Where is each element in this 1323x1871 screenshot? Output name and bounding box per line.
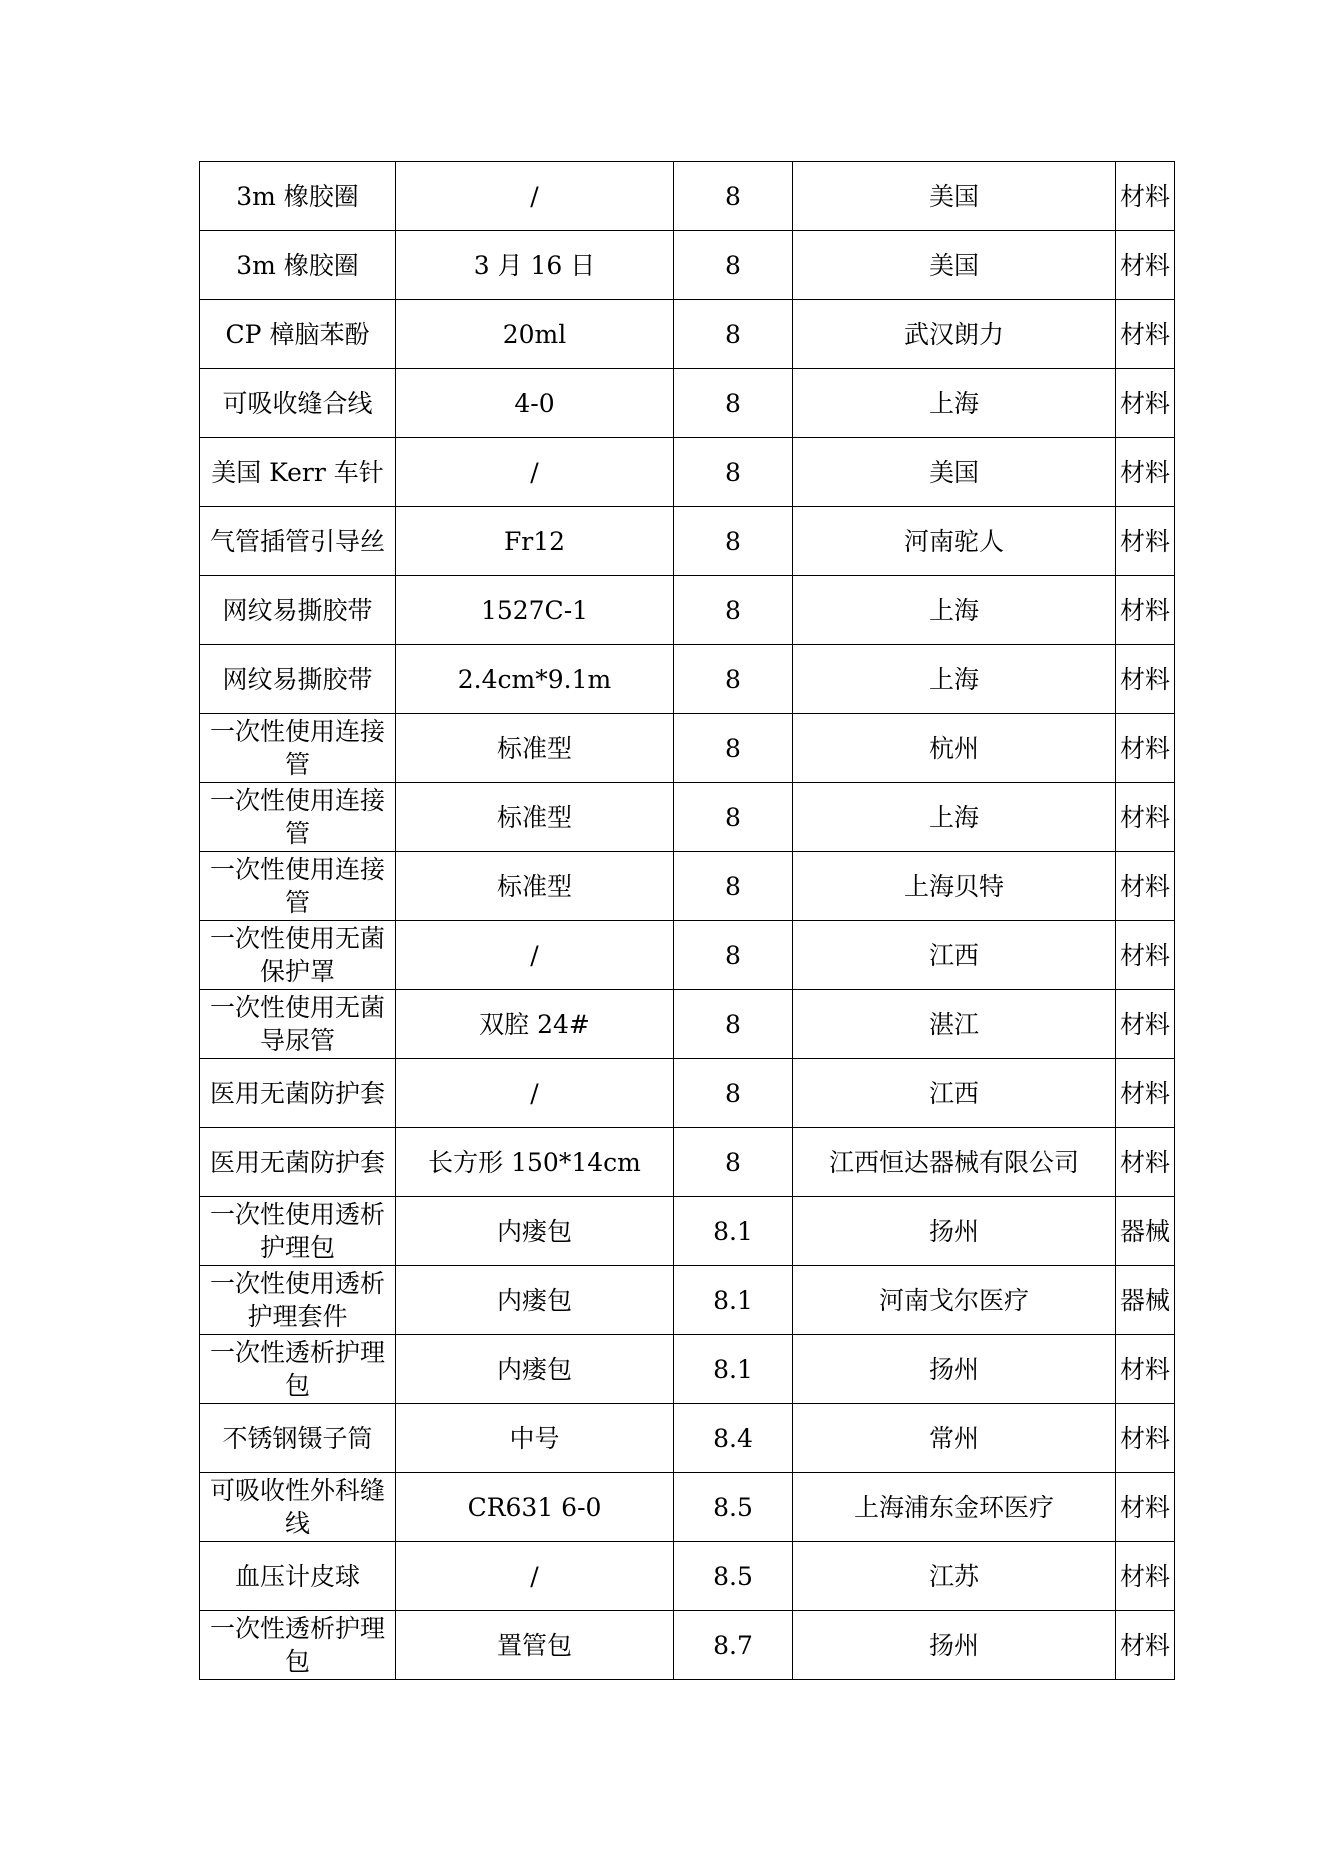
item-qty-cell: 8 — [674, 714, 793, 783]
table-row — [200, 852, 1175, 921]
item-category-cell: 材料 — [1116, 507, 1175, 576]
item-origin-cell: 杭州 — [793, 714, 1116, 783]
item-name-cell: 一次性透析护理包 — [200, 1335, 396, 1404]
item-category-cell: 材料 — [1116, 645, 1175, 714]
item-qty-cell: 8.1 — [674, 1266, 793, 1335]
item-category-cell: 器械 — [1116, 1197, 1175, 1266]
item-spec-cell: 标准型 — [396, 783, 674, 852]
item-origin-cell: 上海 — [793, 369, 1116, 438]
item-name-cell: 不锈钢镊子筒 — [200, 1404, 396, 1473]
item-category-cell: 材料 — [1116, 714, 1175, 783]
item-qty-cell: 8.1 — [674, 1335, 793, 1404]
table-row — [200, 1404, 1175, 1473]
table-row — [200, 1197, 1175, 1266]
item-spec-cell: Fr12 — [396, 507, 674, 576]
item-category-cell: 材料 — [1116, 300, 1175, 369]
item-qty-cell: 8 — [674, 231, 793, 300]
item-name-cell: CP 樟脑苯酚 — [200, 300, 396, 369]
item-name-cell: 医用无菌防护套 — [200, 1128, 396, 1197]
item-origin-cell: 扬州 — [793, 1611, 1116, 1680]
item-name-cell: 医用无菌防护套 — [200, 1059, 396, 1128]
item-origin-cell: 江西恒达器械有限公司 — [793, 1128, 1116, 1197]
item-qty-cell: 8 — [674, 369, 793, 438]
item-name-cell: 网纹易撕胶带 — [200, 645, 396, 714]
item-name-cell: 3m 橡胶圈 — [200, 162, 396, 231]
item-origin-cell: 上海浦东金环医疗 — [793, 1473, 1116, 1542]
table-row — [200, 300, 1175, 369]
item-qty-cell: 8 — [674, 1128, 793, 1197]
item-name-cell: 一次性使用无菌导尿管 — [200, 990, 396, 1059]
item-origin-cell: 美国 — [793, 231, 1116, 300]
item-spec-cell: 3 月 16 日 — [396, 231, 674, 300]
item-qty-cell: 8.7 — [674, 1611, 793, 1680]
item-spec-cell: 中号 — [396, 1404, 674, 1473]
inventory-table — [199, 161, 1175, 1680]
table-row — [200, 162, 1175, 231]
item-spec-cell: 1527C-1 — [396, 576, 674, 645]
table-row — [200, 1128, 1175, 1197]
item-origin-cell: 武汉朗力 — [793, 300, 1116, 369]
item-name-cell: 一次性使用透析护理包 — [200, 1197, 396, 1266]
item-origin-cell: 上海 — [793, 783, 1116, 852]
item-qty-cell: 8 — [674, 645, 793, 714]
item-spec-cell: 内瘘包 — [396, 1197, 674, 1266]
item-name-cell: 一次性使用连接管 — [200, 852, 396, 921]
item-spec-cell: 2.4cm*9.1m — [396, 645, 674, 714]
item-name-cell: 一次性透析护理包 — [200, 1611, 396, 1680]
item-category-cell: 材料 — [1116, 1542, 1175, 1611]
item-name-cell: 气管插管引导丝 — [200, 507, 396, 576]
table-row — [200, 990, 1175, 1059]
table-row — [200, 507, 1175, 576]
table-row — [200, 921, 1175, 990]
item-origin-cell: 扬州 — [793, 1335, 1116, 1404]
table-row — [200, 438, 1175, 507]
item-qty-cell: 8.1 — [674, 1197, 793, 1266]
item-origin-cell: 江苏 — [793, 1542, 1116, 1611]
item-category-cell: 材料 — [1116, 990, 1175, 1059]
table-row — [200, 576, 1175, 645]
table-row — [200, 1266, 1175, 1335]
item-category-cell: 材料 — [1116, 1335, 1175, 1404]
item-qty-cell: 8.4 — [674, 1404, 793, 1473]
item-category-cell: 材料 — [1116, 1059, 1175, 1128]
item-category-cell: 材料 — [1116, 921, 1175, 990]
item-spec-cell: 置管包 — [396, 1611, 674, 1680]
table-row — [200, 1611, 1175, 1680]
item-spec-cell: 长方形 150*14cm — [396, 1128, 674, 1197]
item-spec-cell: 4-0 — [396, 369, 674, 438]
item-category-cell: 材料 — [1116, 1128, 1175, 1197]
item-qty-cell: 8 — [674, 852, 793, 921]
item-origin-cell: 江西 — [793, 1059, 1116, 1128]
item-origin-cell: 上海 — [793, 576, 1116, 645]
table-row — [200, 1335, 1175, 1404]
item-name-cell: 血压计皮球 — [200, 1542, 396, 1611]
item-qty-cell: 8 — [674, 507, 793, 576]
item-spec-cell: 双腔 24# — [396, 990, 674, 1059]
table-row — [200, 714, 1175, 783]
item-category-cell: 器械 — [1116, 1266, 1175, 1335]
item-category-cell: 材料 — [1116, 783, 1175, 852]
item-qty-cell: 8 — [674, 1059, 793, 1128]
item-category-cell: 材料 — [1116, 369, 1175, 438]
item-name-cell: 美国 Kerr 车针 — [200, 438, 396, 507]
item-spec-cell: / — [396, 921, 674, 990]
item-category-cell: 材料 — [1116, 231, 1175, 300]
item-spec-cell: 标准型 — [396, 852, 674, 921]
item-origin-cell: 河南戈尔医疗 — [793, 1266, 1116, 1335]
table-row — [200, 783, 1175, 852]
item-name-cell: 网纹易撕胶带 — [200, 576, 396, 645]
table-row — [200, 645, 1175, 714]
item-spec-cell: / — [396, 1059, 674, 1128]
table-row — [200, 1059, 1175, 1128]
item-spec-cell: CR631 6-0 — [396, 1473, 674, 1542]
item-spec-cell: 20ml — [396, 300, 674, 369]
item-name-cell: 一次性使用透析护理套件 — [200, 1266, 396, 1335]
table-row — [200, 369, 1175, 438]
item-origin-cell: 常州 — [793, 1404, 1116, 1473]
item-spec-cell: 标准型 — [396, 714, 674, 783]
item-category-cell: 材料 — [1116, 1611, 1175, 1680]
item-spec-cell: / — [396, 162, 674, 231]
item-qty-cell: 8 — [674, 990, 793, 1059]
table-row — [200, 1473, 1175, 1542]
item-name-cell: 可吸收缝合线 — [200, 369, 396, 438]
item-category-cell: 材料 — [1116, 438, 1175, 507]
item-origin-cell: 美国 — [793, 438, 1116, 507]
item-name-cell: 一次性使用连接管 — [200, 714, 396, 783]
item-qty-cell: 8.5 — [674, 1473, 793, 1542]
item-spec-cell: / — [396, 1542, 674, 1611]
item-category-cell: 材料 — [1116, 1473, 1175, 1542]
item-name-cell: 3m 橡胶圈 — [200, 231, 396, 300]
item-spec-cell: 内瘘包 — [396, 1335, 674, 1404]
item-spec-cell: / — [396, 438, 674, 507]
table-row — [200, 231, 1175, 300]
item-spec-cell: 内瘘包 — [396, 1266, 674, 1335]
item-category-cell: 材料 — [1116, 162, 1175, 231]
item-name-cell: 可吸收性外科缝线 — [200, 1473, 396, 1542]
item-origin-cell: 上海 — [793, 645, 1116, 714]
table-row — [200, 1542, 1175, 1611]
item-name-cell: 一次性使用连接管 — [200, 783, 396, 852]
item-category-cell: 材料 — [1116, 1404, 1175, 1473]
item-qty-cell: 8 — [674, 921, 793, 990]
item-qty-cell: 8 — [674, 162, 793, 231]
item-origin-cell: 美国 — [793, 162, 1116, 231]
item-qty-cell: 8 — [674, 300, 793, 369]
item-category-cell: 材料 — [1116, 576, 1175, 645]
item-origin-cell: 河南驼人 — [793, 507, 1116, 576]
item-qty-cell: 8 — [674, 783, 793, 852]
table-body — [200, 162, 1175, 1680]
item-qty-cell: 8.5 — [674, 1542, 793, 1611]
item-qty-cell: 8 — [674, 576, 793, 645]
item-category-cell: 材料 — [1116, 852, 1175, 921]
item-origin-cell: 湛江 — [793, 990, 1116, 1059]
item-qty-cell: 8 — [674, 438, 793, 507]
item-origin-cell: 上海贝特 — [793, 852, 1116, 921]
item-origin-cell: 江西 — [793, 921, 1116, 990]
item-name-cell: 一次性使用无菌保护罩 — [200, 921, 396, 990]
item-origin-cell: 扬州 — [793, 1197, 1116, 1266]
